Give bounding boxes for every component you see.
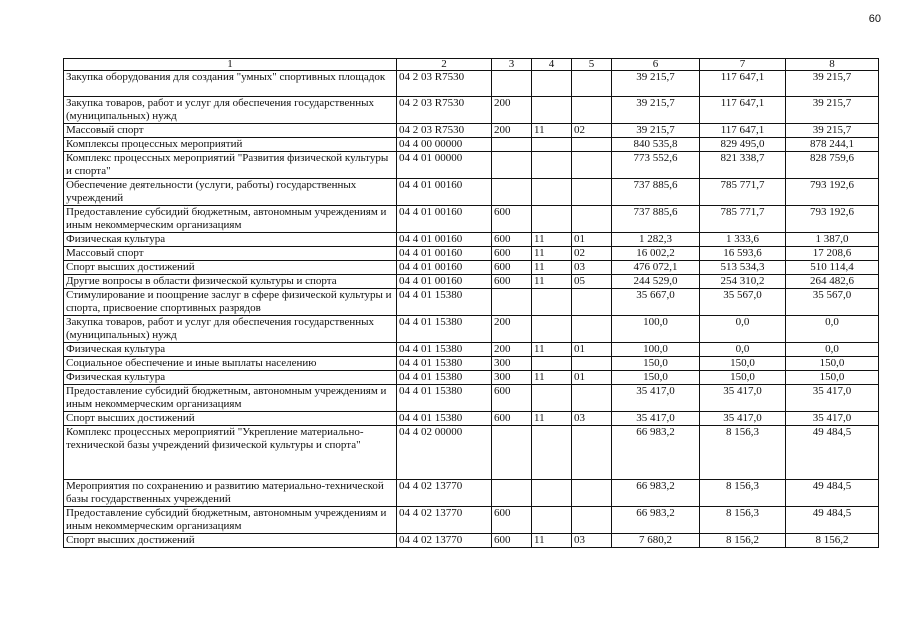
subsection: [572, 97, 612, 124]
item-code: 04 4 01 00160: [397, 179, 492, 206]
item-name: Закупка оборудования для создания "умных" спортивных площадок: [64, 71, 397, 97]
table-row: [64, 507, 879, 534]
expense-type: 600: [492, 507, 532, 534]
item-code: 04 4 01 15380: [397, 385, 492, 412]
item-code: 04 4 01 15380: [397, 357, 492, 371]
header-cell-4: 4: [532, 59, 572, 71]
expense-type: 300: [492, 371, 532, 385]
amount-col-7: 150,0: [700, 357, 786, 371]
amount-col-6: 244 529,0: [612, 275, 700, 289]
item-name: Спорт высших достижений: [64, 534, 397, 548]
amount-col-6: 840 535,8: [612, 138, 700, 152]
amount-col-7: 35 417,0: [700, 385, 786, 412]
amount-col-8: 17 208,6: [786, 247, 879, 261]
amount-col-7: 829 495,0: [700, 138, 786, 152]
item-name: Обеспечение деятельности (услуги, работы) государственных учреждений: [64, 179, 397, 206]
table-row: [64, 97, 879, 124]
amount-col-6: 100,0: [612, 343, 700, 357]
subsection: [572, 71, 612, 97]
amount-col-7: 8 156,3: [700, 480, 786, 507]
amount-col-7: 8 156,3: [700, 426, 786, 480]
item-code: 04 2 03 R7530: [397, 71, 492, 97]
amount-col-6: 66 983,2: [612, 480, 700, 507]
item-name: Предоставление субсидий бюджетным, автономным учреждениям и иным некоммерческим организациям: [64, 385, 397, 412]
expense-type: 600: [492, 275, 532, 289]
item-name: Закупка товаров, работ и услуг для обеспечения государственных (муниципальных) нужд: [64, 316, 397, 343]
item-name: Другие вопросы в области физической культуры и спорта: [64, 275, 397, 289]
item-name: Физическая культура: [64, 343, 397, 357]
amount-col-6: 7 680,2: [612, 534, 700, 548]
amount-col-6: 35 417,0: [612, 385, 700, 412]
expense-type: 600: [492, 247, 532, 261]
amount-col-8: 1 387,0: [786, 233, 879, 247]
expense-type: [492, 179, 532, 206]
amount-col-8: 264 482,6: [786, 275, 879, 289]
amount-col-8: 8 156,2: [786, 534, 879, 548]
amount-col-6: 35 667,0: [612, 289, 700, 316]
expense-type: [492, 480, 532, 507]
section: 11: [532, 371, 572, 385]
amount-col-6: 476 072,1: [612, 261, 700, 275]
table-row: [64, 275, 879, 289]
amount-col-8: 150,0: [786, 357, 879, 371]
item-name: Спорт высших достижений: [64, 261, 397, 275]
amount-col-6: 39 215,7: [612, 97, 700, 124]
item-name: Комплексы процессных мероприятий: [64, 138, 397, 152]
subsection: 02: [572, 247, 612, 261]
amount-col-6: 773 552,6: [612, 152, 700, 179]
header-cell-7: 7: [700, 59, 786, 71]
amount-col-7: 117 647,1: [700, 97, 786, 124]
amount-col-6: 737 885,6: [612, 206, 700, 233]
amount-col-6: 39 215,7: [612, 71, 700, 97]
table-row: [64, 179, 879, 206]
amount-col-7: 117 647,1: [700, 124, 786, 138]
amount-col-8: 35 417,0: [786, 385, 879, 412]
amount-col-6: 35 417,0: [612, 412, 700, 426]
item-code: 04 4 01 00160: [397, 247, 492, 261]
item-code: 04 2 03 R7530: [397, 97, 492, 124]
amount-col-7: 821 338,7: [700, 152, 786, 179]
amount-col-7: 513 534,3: [700, 261, 786, 275]
subsection: 01: [572, 371, 612, 385]
subsection: [572, 507, 612, 534]
subsection: 01: [572, 233, 612, 247]
header-cell-2: 2: [397, 59, 492, 71]
header-cell-6: 6: [612, 59, 700, 71]
item-code: 04 4 01 00160: [397, 261, 492, 275]
amount-col-8: 878 244,1: [786, 138, 879, 152]
expense-type: 600: [492, 534, 532, 548]
item-code: 04 4 01 15380: [397, 343, 492, 357]
amount-col-6: 66 983,2: [612, 507, 700, 534]
amount-col-7: 35 417,0: [700, 412, 786, 426]
amount-col-7: 150,0: [700, 371, 786, 385]
item-name: Массовый спорт: [64, 247, 397, 261]
item-code: 04 4 02 13770: [397, 480, 492, 507]
amount-col-8: 0,0: [786, 343, 879, 357]
table-row: [64, 247, 879, 261]
header-row: [64, 59, 879, 71]
section: [532, 385, 572, 412]
header-cell-1: 1: [64, 59, 397, 71]
budget-table: [63, 58, 879, 548]
expense-type: 600: [492, 412, 532, 426]
expense-type: [492, 426, 532, 480]
amount-col-6: 100,0: [612, 316, 700, 343]
section: 11: [532, 124, 572, 138]
expense-type: 600: [492, 233, 532, 247]
table-row: [64, 357, 879, 371]
table-row: [64, 233, 879, 247]
subsection: 01: [572, 343, 612, 357]
amount-col-7: 8 156,3: [700, 507, 786, 534]
item-name: Мероприятия по сохранению и развитию материально-технической базы государственных учреждений: [64, 480, 397, 507]
amount-col-7: 785 771,7: [700, 206, 786, 233]
amount-col-6: 66 983,2: [612, 426, 700, 480]
item-code: 04 4 01 00160: [397, 233, 492, 247]
subsection: 03: [572, 534, 612, 548]
expense-type: 200: [492, 97, 532, 124]
amount-col-6: 150,0: [612, 357, 700, 371]
section: 11: [532, 233, 572, 247]
item-code: 04 4 01 00000: [397, 152, 492, 179]
header-cell-5: 5: [572, 59, 612, 71]
amount-col-6: 16 002,2: [612, 247, 700, 261]
table-row: [64, 412, 879, 426]
amount-col-7: 0,0: [700, 343, 786, 357]
amount-col-7: 0,0: [700, 316, 786, 343]
expense-type: 200: [492, 124, 532, 138]
subsection: [572, 152, 612, 179]
item-code: 04 4 01 15380: [397, 371, 492, 385]
amount-col-7: 16 593,6: [700, 247, 786, 261]
section: [532, 426, 572, 480]
section: [532, 289, 572, 316]
amount-col-8: 35 417,0: [786, 412, 879, 426]
section: [532, 357, 572, 371]
subsection: [572, 316, 612, 343]
section: 11: [532, 247, 572, 261]
subsection: 03: [572, 261, 612, 275]
expense-type: [492, 138, 532, 152]
item-name: Спорт высших достижений: [64, 412, 397, 426]
amount-col-8: 150,0: [786, 371, 879, 385]
item-name: Комплекс процессных мероприятий "Развития физической культуры и спорта": [64, 152, 397, 179]
section: 11: [532, 275, 572, 289]
section: [532, 138, 572, 152]
item-code: 04 4 01 15380: [397, 316, 492, 343]
item-name: Комплекс процессных мероприятий "Укрепление материально-технической базы учреждений физической культуры и спорта": [64, 426, 397, 480]
section: 11: [532, 534, 572, 548]
table-row: [64, 206, 879, 233]
table-row: [64, 261, 879, 275]
subsection: [572, 426, 612, 480]
amount-col-6: 39 215,7: [612, 124, 700, 138]
item-code: 04 4 02 00000: [397, 426, 492, 480]
expense-type: 600: [492, 206, 532, 233]
table-row: [64, 316, 879, 343]
table-row: [64, 480, 879, 507]
item-code: 04 2 03 R7530: [397, 124, 492, 138]
amount-col-8: 0,0: [786, 316, 879, 343]
expense-type: [492, 71, 532, 97]
amount-col-7: 254 310,2: [700, 275, 786, 289]
subsection: [572, 385, 612, 412]
table-row: [64, 289, 879, 316]
subsection: 05: [572, 275, 612, 289]
section: 11: [532, 261, 572, 275]
item-code: 04 4 01 00160: [397, 275, 492, 289]
section: [532, 97, 572, 124]
expense-type: [492, 152, 532, 179]
table-row: [64, 343, 879, 357]
amount-col-7: 117 647,1: [700, 71, 786, 97]
item-code: 04 4 02 13770: [397, 507, 492, 534]
amount-col-8: 510 114,4: [786, 261, 879, 275]
header-cell-3: 3: [492, 59, 532, 71]
table-row: [64, 371, 879, 385]
expense-type: 200: [492, 343, 532, 357]
item-code: 04 4 01 00160: [397, 206, 492, 233]
table-row: [64, 124, 879, 138]
table-row: [64, 385, 879, 412]
item-code: 04 4 00 00000: [397, 138, 492, 152]
item-code: 04 4 01 15380: [397, 289, 492, 316]
amount-col-8: 39 215,7: [786, 97, 879, 124]
amount-col-7: 35 567,0: [700, 289, 786, 316]
item-name: Физическая культура: [64, 233, 397, 247]
expense-type: 200: [492, 316, 532, 343]
item-name: Стимулирование и поощрение заслуг в сфере физической культуры и спорта, присвоение спортивных разрядов: [64, 289, 397, 316]
item-name: Предоставление субсидий бюджетным, автономным учреждениям и иным некоммерческим организациям: [64, 507, 397, 534]
subsection: [572, 357, 612, 371]
item-code: 04 4 01 15380: [397, 412, 492, 426]
section: [532, 206, 572, 233]
amount-col-8: 49 484,5: [786, 426, 879, 480]
subsection: [572, 206, 612, 233]
item-name: Массовый спорт: [64, 124, 397, 138]
expense-type: [492, 289, 532, 316]
amount-col-7: 1 333,6: [700, 233, 786, 247]
section: [532, 507, 572, 534]
subsection: [572, 480, 612, 507]
item-name: Предоставление субсидий бюджетным, автономным учреждениям и иным некоммерческим организациям: [64, 206, 397, 233]
amount-col-6: 737 885,6: [612, 179, 700, 206]
subsection: [572, 289, 612, 316]
amount-col-8: 793 192,6: [786, 206, 879, 233]
table-row: [64, 152, 879, 179]
section: [532, 71, 572, 97]
amount-col-7: 785 771,7: [700, 179, 786, 206]
amount-col-8: 828 759,6: [786, 152, 879, 179]
subsection: [572, 179, 612, 206]
table-row: [64, 534, 879, 548]
section: 11: [532, 412, 572, 426]
subsection: 03: [572, 412, 612, 426]
subsection: [572, 138, 612, 152]
page-number: 60: [868, 13, 881, 25]
amount-col-8: 793 192,6: [786, 179, 879, 206]
section: [532, 179, 572, 206]
item-code: 04 4 02 13770: [397, 534, 492, 548]
table-row: [64, 426, 879, 480]
section: [532, 152, 572, 179]
amount-col-7: 8 156,2: [700, 534, 786, 548]
amount-col-6: 150,0: [612, 371, 700, 385]
table-row: [64, 138, 879, 152]
amount-col-8: 39 215,7: [786, 71, 879, 97]
header-cell-8: 8: [786, 59, 879, 71]
section: [532, 480, 572, 507]
item-name: Физическая культура: [64, 371, 397, 385]
amount-col-8: 49 484,5: [786, 507, 879, 534]
expense-type: 300: [492, 357, 532, 371]
section: [532, 316, 572, 343]
amount-col-8: 35 567,0: [786, 289, 879, 316]
expense-type: 600: [492, 261, 532, 275]
table-row: [64, 71, 879, 97]
item-name: Социальное обеспечение и иные выплаты населению: [64, 357, 397, 371]
section: 11: [532, 343, 572, 357]
expense-type: 600: [492, 385, 532, 412]
amount-col-6: 1 282,3: [612, 233, 700, 247]
amount-col-8: 39 215,7: [786, 124, 879, 138]
amount-col-8: 49 484,5: [786, 480, 879, 507]
subsection: 02: [572, 124, 612, 138]
item-name: Закупка товаров, работ и услуг для обеспечения государственных (муниципальных) нужд: [64, 97, 397, 124]
